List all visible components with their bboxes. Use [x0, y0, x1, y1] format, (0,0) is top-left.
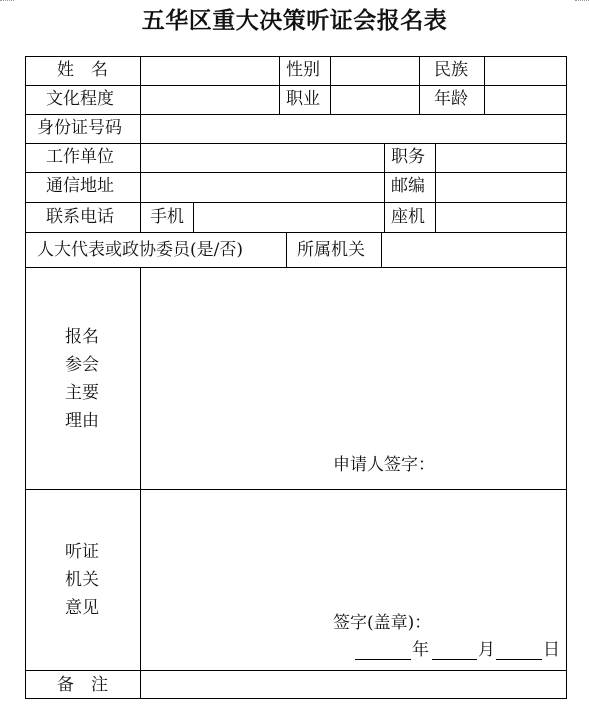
employer-field[interactable]: [141, 144, 383, 171]
name-field[interactable]: [141, 57, 278, 84]
day-label: 日: [543, 640, 560, 660]
gender-label: 性别: [286, 60, 320, 80]
position-field[interactable]: [436, 144, 566, 171]
month-blank[interactable]: [432, 659, 477, 660]
address-label: 通信地址: [46, 176, 114, 196]
remarks-field[interactable]: [141, 671, 566, 698]
mobile-label: 手机: [150, 207, 184, 227]
occupation-field[interactable]: [331, 86, 418, 113]
form-title: 五华区重大决策听证会报名表: [141, 7, 448, 34]
opinion-label: 听证 机关 意见: [65, 542, 99, 618]
day-blank[interactable]: [496, 659, 542, 660]
col-divider: [384, 143, 385, 232]
mobile-field[interactable]: [194, 203, 383, 231]
year-blank[interactable]: [355, 659, 411, 660]
seal-signature-label: 签字(盖章)：: [333, 613, 432, 633]
applicant-signature-label: 申请人签字：: [333, 455, 435, 475]
occupation-label: 职业: [286, 89, 320, 109]
page-corner-mark-left: [0, 0, 14, 1]
phone-label: 联系电话: [46, 207, 114, 227]
reason-label: 报名 参会 主要 理由: [65, 327, 99, 431]
opinion-field[interactable]: [141, 490, 566, 605]
postcode-label: 邮编: [391, 176, 425, 196]
position-label: 职务: [391, 147, 425, 167]
reason-field[interactable]: [141, 268, 566, 448]
education-field[interactable]: [141, 86, 278, 113]
age-label: 年龄: [434, 89, 468, 109]
affiliation-field[interactable]: [382, 233, 566, 266]
affiliation-label: 所属机关: [297, 240, 365, 260]
month-label: 月: [478, 640, 495, 660]
ethnicity-field[interactable]: [485, 57, 566, 84]
employer-label: 工作单位: [46, 147, 114, 167]
col-divider: [286, 232, 287, 267]
id-number-label: 身份证号码: [37, 118, 122, 138]
gender-field[interactable]: [331, 57, 418, 84]
ethnicity-label: 民族: [434, 60, 468, 80]
education-label: 文化程度: [46, 89, 114, 109]
address-field[interactable]: [141, 173, 383, 201]
landline-field[interactable]: [436, 203, 566, 231]
remarks-label: 备 注: [57, 675, 108, 695]
landline-label: 座机: [391, 207, 425, 227]
year-label: 年: [412, 640, 429, 660]
postcode-field[interactable]: [436, 173, 566, 201]
npc-cppcc-label: 人大代表或政协委员(是/否): [37, 240, 243, 260]
name-label: 姓 名: [57, 60, 108, 80]
age-field[interactable]: [485, 86, 566, 113]
page-corner-mark-right: [575, 0, 589, 1]
col-divider: [279, 56, 280, 114]
id-number-field[interactable]: [141, 115, 566, 142]
col-divider: [419, 56, 420, 114]
